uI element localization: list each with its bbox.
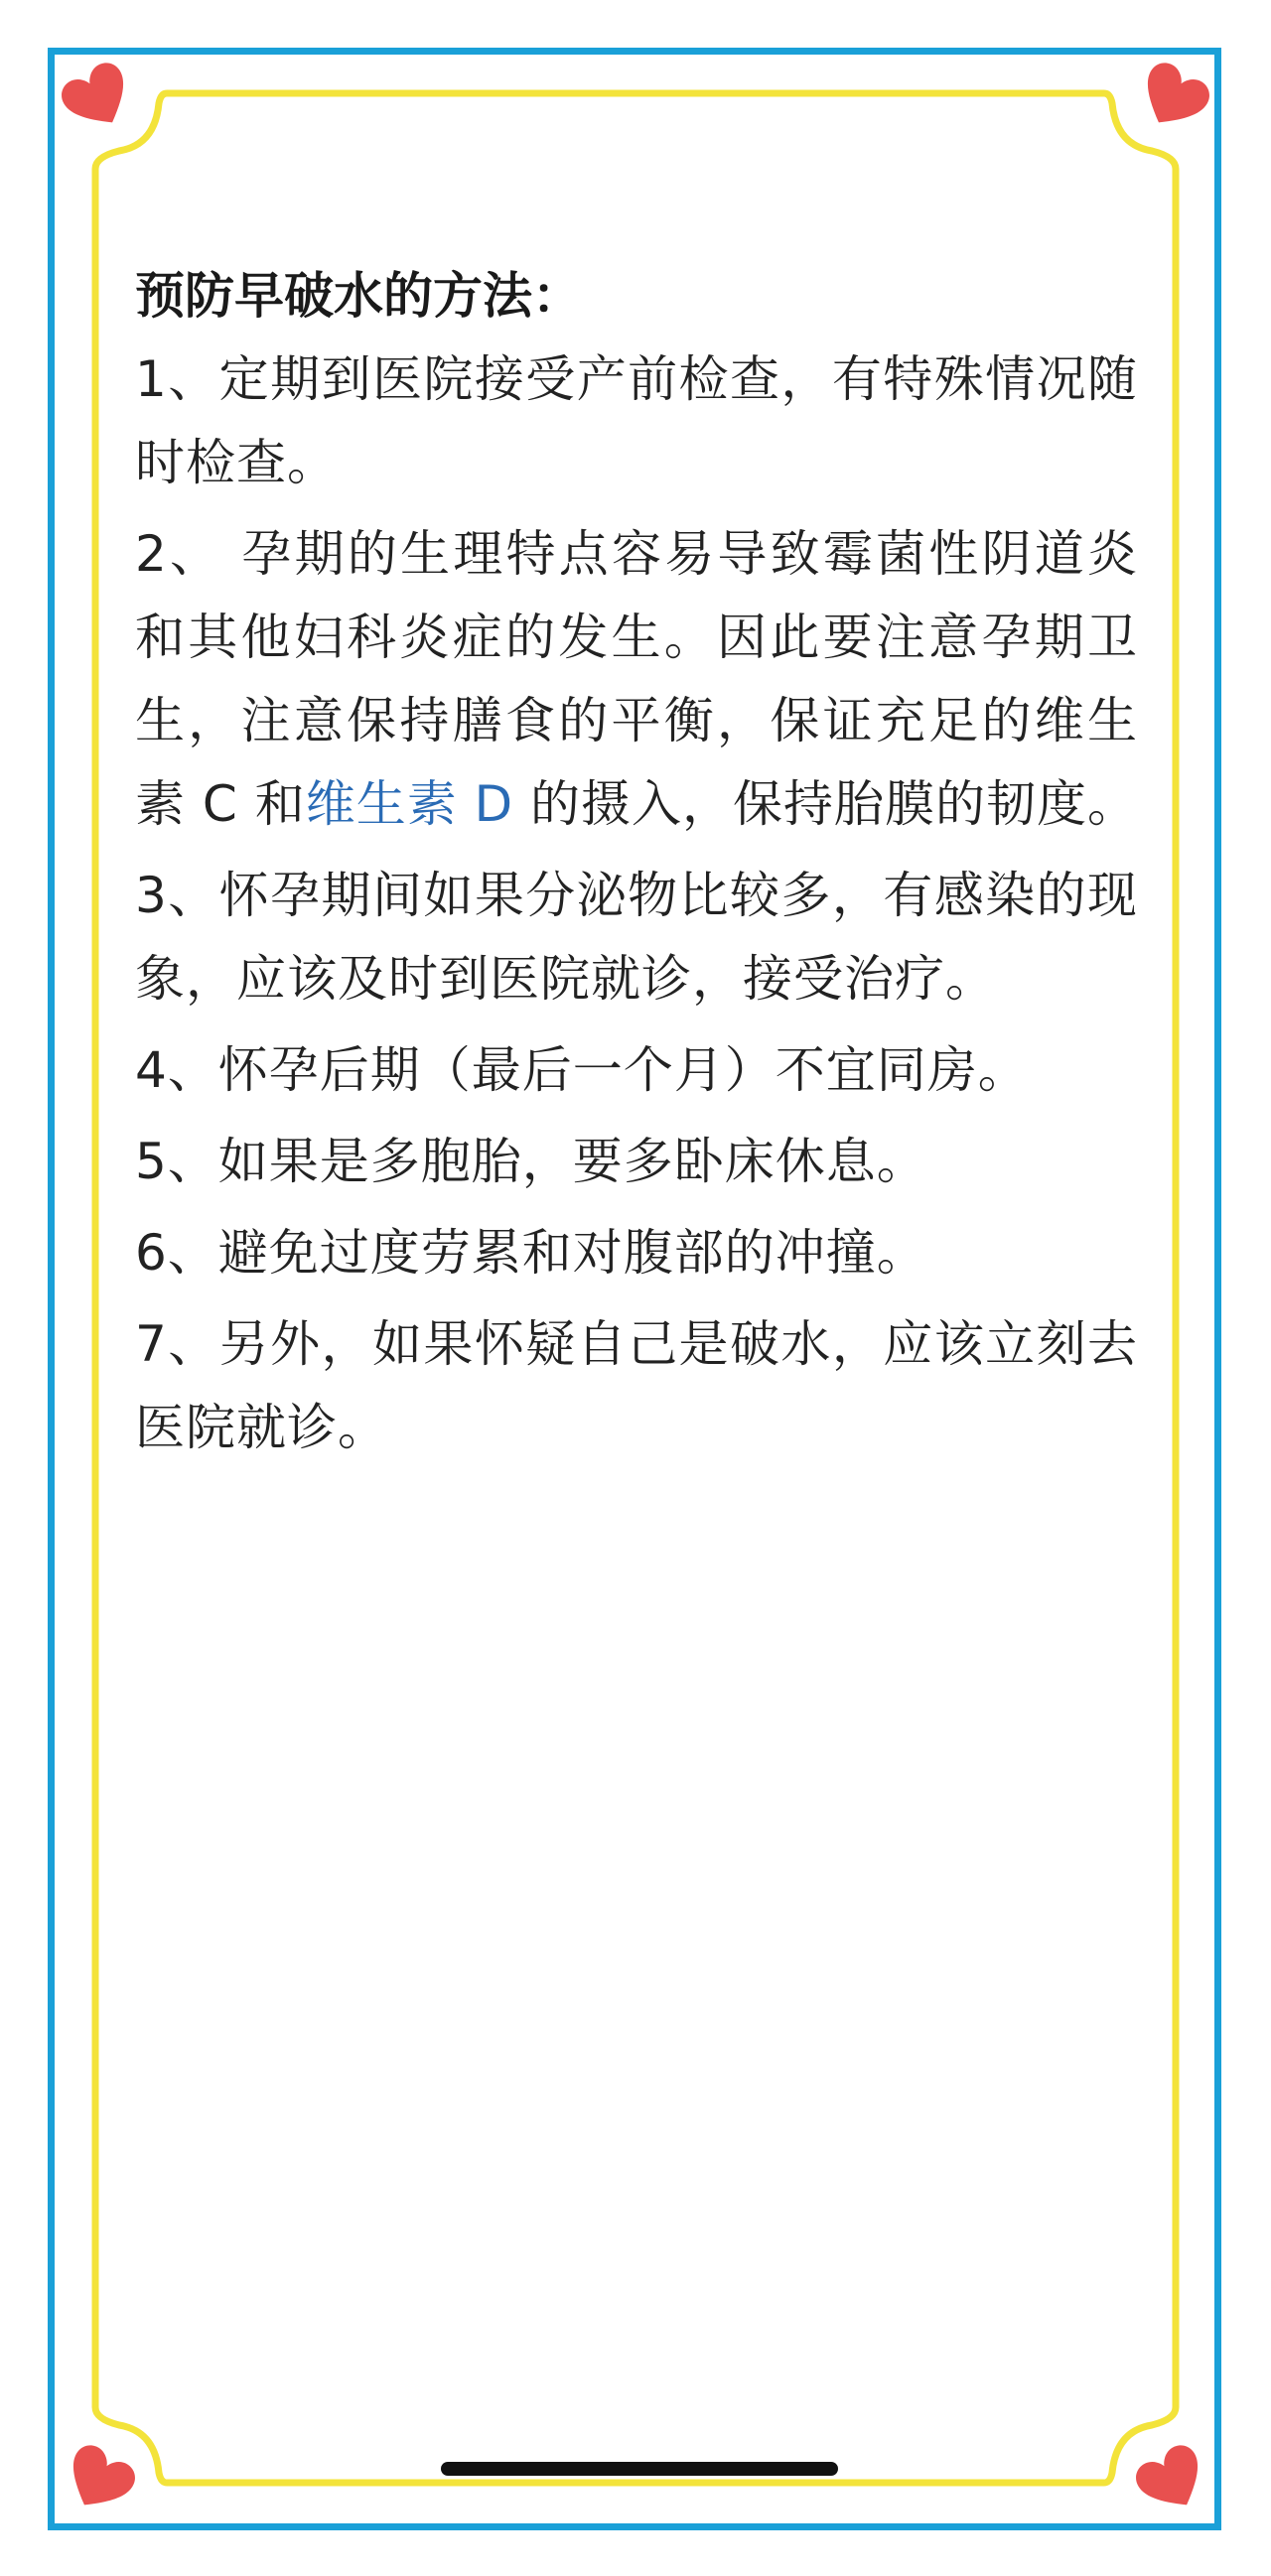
heart-icon	[1136, 62, 1209, 135]
home-indicator[interactable]	[441, 2462, 838, 2476]
vitamin-d-link[interactable]: 维生素 D	[305, 775, 514, 833]
heart-icon	[62, 2444, 135, 2517]
heart-icon	[62, 62, 135, 135]
article-body	[135, 254, 1138, 1477]
article-title: 预防早破水的方法：	[135, 267, 582, 325]
list-item: 1、定期到医院接受产前检查，有特殊情况随时检查。	[135, 350, 1138, 491]
list-item: 6、避免过度劳累和对腹部的冲撞。	[135, 1224, 927, 1282]
list-item-text: 2、 孕期的生理特点容易导致霉菌性阴道炎和其他妇科炎症的发生。因此要注意孕期卫生，注意保持膳食的平衡，保证充足的维生素 C 和	[135, 525, 1138, 833]
list-item: 4、怀孕后期（最后一个月）不宜同房。	[135, 1041, 1029, 1099]
list-item	[135, 512, 1138, 846]
list-item: 3、怀孕期间如果分泌物比较多，有感染的现象，应该及时到医院就诊，接受治疗。	[135, 867, 1138, 1008]
list-item-text: 的摄入，保持胎膜的韧度。	[513, 775, 1139, 833]
list-item: 5、如果是多胞胎，要多卧床休息。	[135, 1133, 927, 1190]
list-item: 7、另外，如果怀疑自己是破水，应该立刻去医院就诊。	[135, 1315, 1138, 1456]
heart-icon	[1136, 2444, 1209, 2517]
